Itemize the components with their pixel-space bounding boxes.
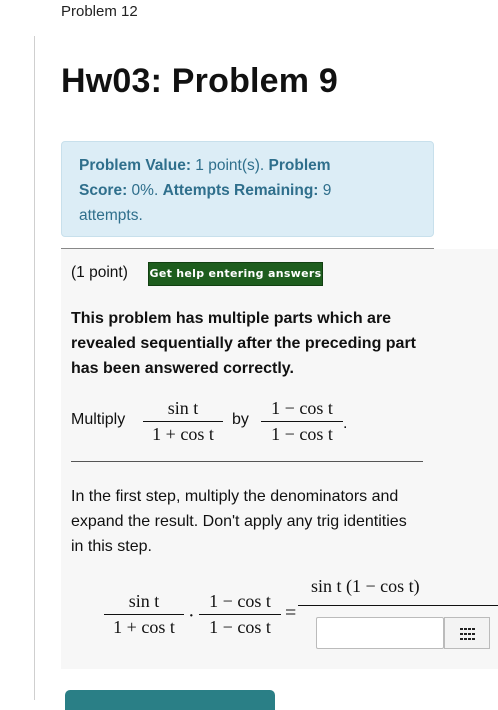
step-instructions: In the first step, multiply the denominators and expand the result. Don't apply any trig identities in this step. xyxy=(71,488,407,555)
fraction-bar xyxy=(104,614,184,615)
value-label: Problem Value: xyxy=(79,157,191,174)
fraction-sin-over-1-plus-cos xyxy=(143,397,223,445)
left-divider xyxy=(34,36,35,700)
attempts-label: Attempts Remaining: xyxy=(162,182,319,199)
equation-fraction-1 xyxy=(104,590,184,638)
top-bar xyxy=(0,0,498,28)
multiplication-dot: · xyxy=(188,605,195,627)
fraction-numerator: sin t xyxy=(167,398,199,418)
fraction-denominator: 1 + cos t xyxy=(152,424,214,444)
score-label-part2: Score: xyxy=(79,182,128,199)
equals-sign: = xyxy=(285,602,297,624)
help-entering-answers-button[interactable]: Get help entering answers xyxy=(148,262,323,286)
equation-editor-button[interactable] xyxy=(444,617,490,649)
attempts-unit: attempts. xyxy=(79,207,143,224)
fraction-denominator: 1 − cos t xyxy=(209,617,271,637)
point-value: (1 point) xyxy=(71,264,128,281)
answer-fraction-bar xyxy=(298,605,498,606)
fraction-bar xyxy=(261,421,343,422)
fraction-numerator: sin t xyxy=(128,591,160,611)
statement-period: . xyxy=(343,415,348,432)
fraction-denominator: 1 + cos t xyxy=(113,617,175,637)
submit-answers-button[interactable] xyxy=(65,690,275,710)
multiply-label: Multiply xyxy=(71,411,126,428)
denominator-answer-input[interactable] xyxy=(316,617,444,649)
fraction-numerator: 1 − cos t xyxy=(209,591,271,611)
score-label-part1: Problem xyxy=(268,157,331,174)
problem-set-title: Problem 12 xyxy=(61,3,138,20)
fraction-numerator: 1 − cos t xyxy=(271,398,333,418)
attempts-value: 9 xyxy=(318,182,332,199)
by-label: by xyxy=(232,411,249,428)
score-value: 0%. xyxy=(127,182,163,199)
fraction-bar xyxy=(143,421,223,422)
equation-fraction-2 xyxy=(199,590,281,638)
answer-numerator: sin t (1 − cos t) xyxy=(311,576,420,596)
problem-intro: This problem has multiple parts which are revealed sequentially after the preceding part has been answered correctly. xyxy=(71,310,417,377)
problem-info-box xyxy=(61,141,434,237)
keypad-icon xyxy=(460,628,475,640)
fraction-denominator: 1 − cos t xyxy=(271,424,333,444)
fraction-bar xyxy=(199,614,281,615)
page-title: Hw03: Problem 9 xyxy=(61,62,338,100)
part-divider xyxy=(71,461,423,462)
value-text: 1 point(s). xyxy=(190,157,269,174)
fraction-1-minus-cos-over-1-minus-cos xyxy=(261,397,343,445)
